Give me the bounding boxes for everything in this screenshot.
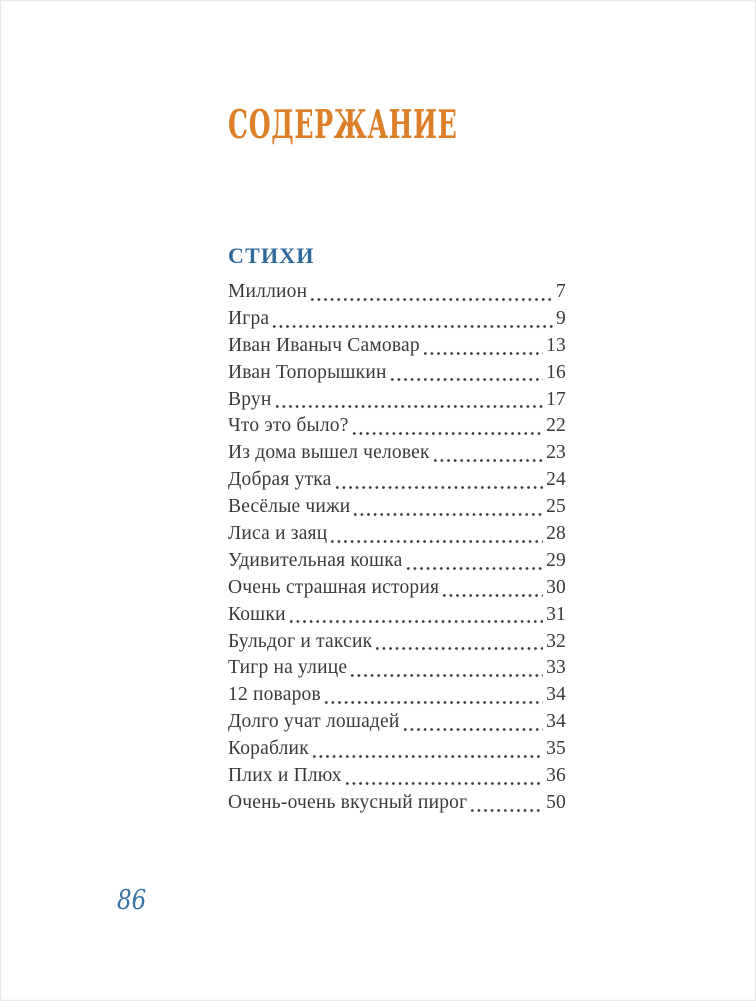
toc-entry-page: 36 [546,765,566,787]
page-title: СОДЕРЖАНИЕ [228,101,458,148]
toc-entry-page: 23 [546,442,566,464]
toc-entry-title: Игра [228,307,270,329]
dot-leader [432,440,543,467]
toc-entry [228,521,566,548]
toc-entry-title: Очень страшная история [228,576,440,598]
toc-entry [228,467,566,494]
dot-leader [311,736,543,763]
toc-entry-title: Очень-очень вкусный пирог [228,791,468,813]
toc-entry [228,763,566,790]
toc-entry-title: Весёлые чижи [228,496,351,518]
toc-entry [228,440,566,467]
toc-entry-page: 34 [546,684,566,706]
dot-leader [405,548,544,575]
toc-entry-title: Иван Иваныч Самовар [228,334,420,356]
toc-entry [228,629,566,656]
toc-entry [228,682,566,709]
toc-entry-page: 50 [546,791,566,813]
dot-leader [389,360,544,387]
toc-entry [228,736,566,763]
toc-entry-title: Иван Топорышкин [228,361,387,383]
toc-entry [228,494,566,521]
toc-entry [228,279,566,306]
toc-entry-page: 16 [546,361,566,383]
dot-leader [374,629,543,656]
dot-leader [323,682,543,709]
section-header-stikhi: СТИХИ [228,243,315,268]
toc-entry-page: 30 [546,576,566,598]
toc-list [228,279,566,817]
dot-leader [351,413,544,440]
toc-entry-title: Кошки [228,603,286,625]
toc-entry-title: Что это было? [228,415,349,437]
dot-leader [309,279,553,306]
dot-leader [352,494,543,521]
toc-entry-title: Миллион [228,281,308,302]
toc-entry [228,602,566,629]
toc-entry-page: 17 [546,388,566,410]
toc-entry-page: 22 [546,415,566,437]
dot-leader [329,521,543,548]
toc-entry-page: 13 [546,334,566,356]
toc-entry [228,306,566,333]
toc-entry [228,387,566,414]
toc-entry-page: 34 [546,711,566,733]
toc-entry-title: Бульдог и таксик [228,630,373,652]
toc-entry-page: 35 [546,738,566,760]
toc-entry [228,575,566,602]
dot-leader [441,575,543,602]
toc-entry-page: 7 [556,281,566,302]
toc-entry-title: Кораблик [228,738,309,760]
dot-leader [271,306,553,333]
toc-entry [228,790,566,817]
toc-entry-title: 12 поваров [228,684,321,706]
toc-entry [228,709,566,736]
toc-entry-title: Врун [228,388,272,410]
toc-entry [228,360,566,387]
toc-entry-page: 25 [546,496,566,518]
dot-leader [469,790,543,817]
toc-entry-title: Долго учат лошадей [228,711,400,733]
toc-entry-page: 31 [546,603,566,625]
toc-entry [228,548,566,575]
toc-entry-title: Тигр на улице [228,657,348,679]
toc-entry [228,655,566,682]
toc-entry-title: Из дома вышел человек [228,442,430,464]
dot-leader [422,333,543,360]
toc-entry-page: 9 [556,307,566,329]
toc-entry-title: Добрая утка [228,469,332,491]
dot-leader [334,467,544,494]
toc-entry-page: 29 [546,549,566,571]
toc-entry-page: 32 [546,630,566,652]
dot-leader [288,602,543,629]
dot-leader [274,387,544,414]
toc-entry-title: Лиса и заяц [228,523,328,545]
toc-entry-title: Плих и Плюх [228,765,342,787]
dot-leader [349,655,543,682]
dot-leader [344,763,543,790]
folio-page-number: 86 [117,885,147,916]
dot-leader [402,709,544,736]
toc-entry-page: 24 [546,469,566,491]
toc-entry [228,413,566,440]
toc-entry [228,333,566,360]
toc-entry-page: 28 [546,523,566,545]
toc-entry-title: Удивительная кошка [228,549,403,571]
toc-entry-page: 33 [546,657,566,679]
